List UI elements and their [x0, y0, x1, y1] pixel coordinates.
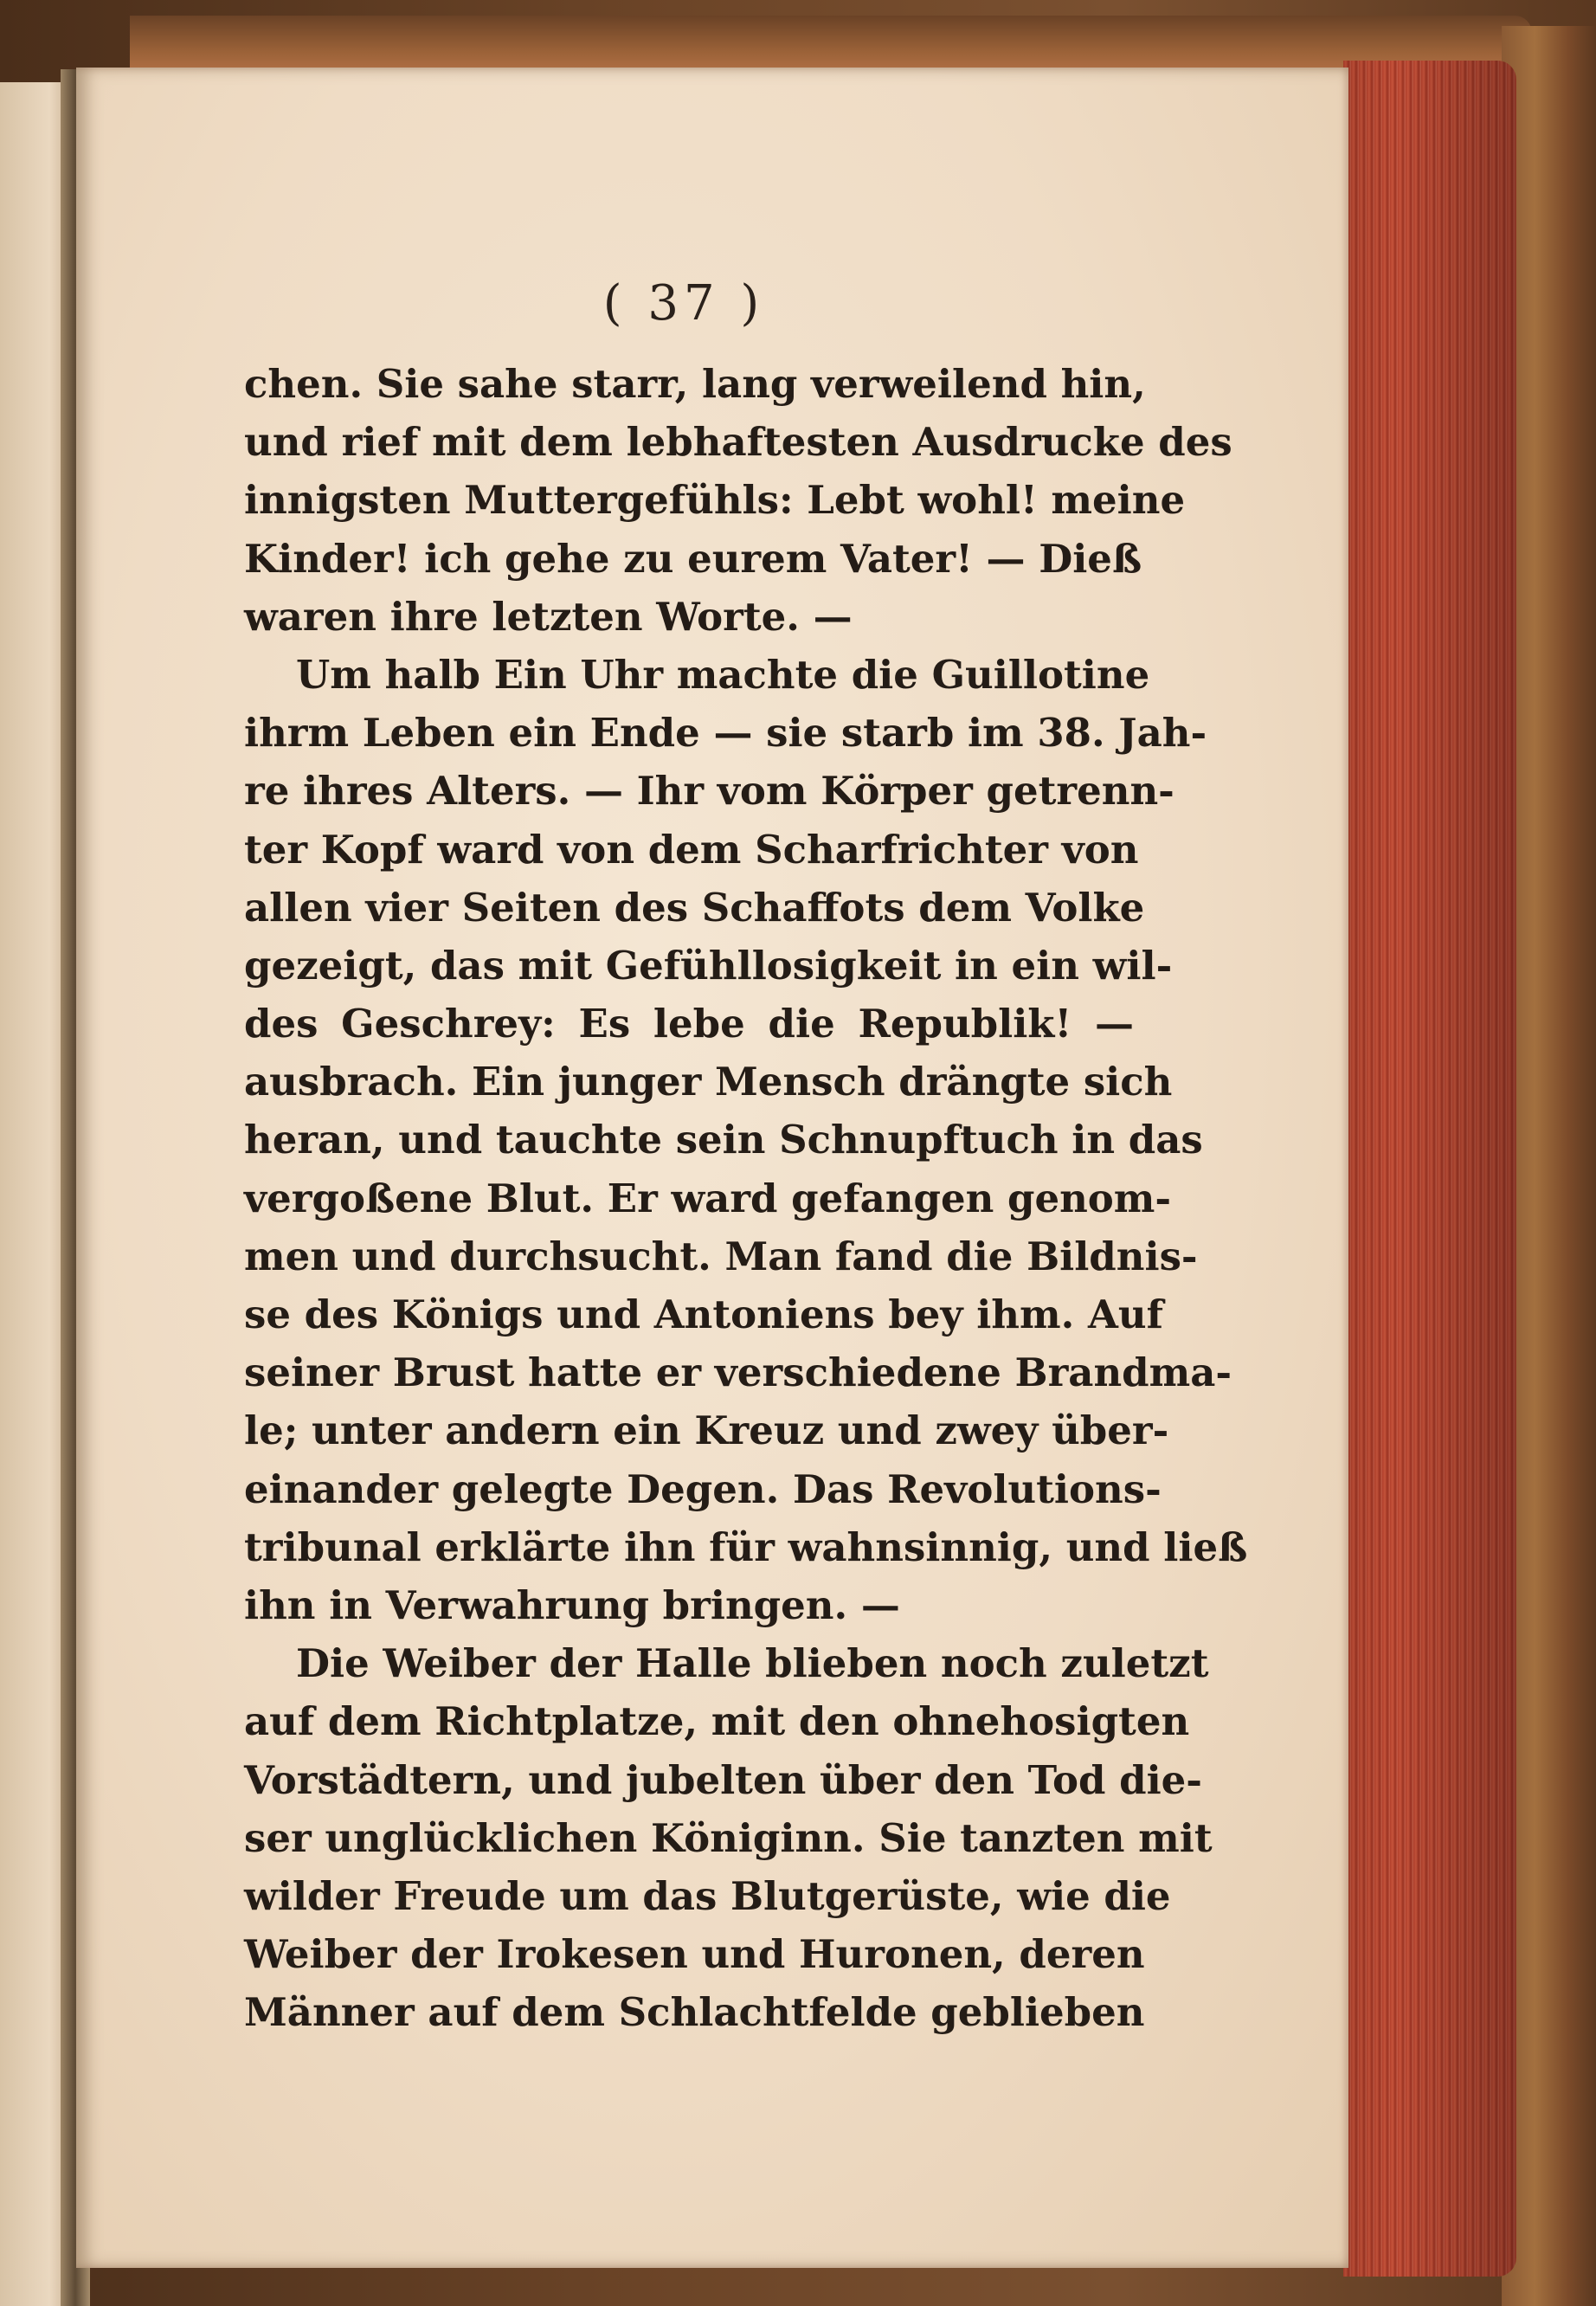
page-number: ( 37 ) [602, 275, 765, 332]
text-line: heran, und tauchte sein Schnupftuch in das [244, 1117, 1203, 1163]
text-line: vergoßene Blut. Er ward gefangen genom- [244, 1175, 1172, 1221]
text-line: re ihres Alters. — Ihr vom Körper getrenn- [244, 768, 1174, 815]
page-text [244, 355, 1248, 2041]
text-line: chen. Sie sahe starr, lang verweilend hin, [244, 361, 1146, 407]
text-line: ausbrach. Ein junger Mensch drängte sich [244, 1059, 1173, 1105]
paragraph-start-line: Um halb Ein Uhr machte die Guillotine [296, 651, 1150, 698]
text-line: le; unter andern ein Kreuz und zwey über- [244, 1407, 1169, 1454]
text-line: wilder Freude um das Blutgerüste, wie die [244, 1872, 1171, 1919]
text-line: und rief mit dem lebhaftesten Ausdrucke des [244, 419, 1232, 466]
text-line: gezeigt, das mit Gefühllosigkeit in ein wil- [244, 942, 1173, 989]
text-line: Kinder! ich gehe zu eurem Vater! — Dieß [244, 535, 1142, 582]
text-line: ter Kopf ward von dem Scharfrichter von [244, 826, 1139, 873]
text-line: ser unglücklichen Königinn. Sie tanzten mit [244, 1814, 1213, 1861]
text-line: seiner Brust hatte er verschiedene Brandma- [244, 1349, 1232, 1396]
text-line: allen vier Seiten des Schaffots dem Volke [244, 884, 1145, 931]
text-line: einander gelegte Degen. Das Revolutions- [244, 1465, 1162, 1512]
text-line: Weiber der Irokesen und Huronen, deren [244, 1931, 1145, 1978]
page-edge-shadow [1343, 61, 1516, 2277]
text-line: men und durchsucht. Man fand die Bildnis- [244, 1233, 1198, 1279]
text-line: ihn in Verwahrung bringen. — [244, 1581, 900, 1628]
text-line: waren ihre letzten Worte. — [244, 593, 853, 640]
text-line: innigsten Muttergefühls: Lebt wohl! meine [244, 477, 1186, 524]
text-line: se des Königs und Antoniens bey ihm. Auf [244, 1291, 1163, 1337]
paragraph-start-line: Die Weiber der Halle blieben noch zuletzt [296, 1640, 1209, 1687]
text-line: Männer auf dem Schlachtfelde geblieben [244, 1989, 1145, 2036]
text-line: ihrm Leben ein Ende — sie starb im 38. Jah- [244, 710, 1207, 757]
text-line: auf dem Richtplatze, mit den ohnehosigten [244, 1698, 1190, 1745]
text-line: Vorstädtern, und jubelten über den Tod die- [244, 1756, 1202, 1803]
text-line: des Geschrey: Es lebe die Republik! — [244, 1001, 1134, 1047]
text-line: tribunal erklärte ihn für wahnsinnig, und ließ [244, 1523, 1248, 1570]
